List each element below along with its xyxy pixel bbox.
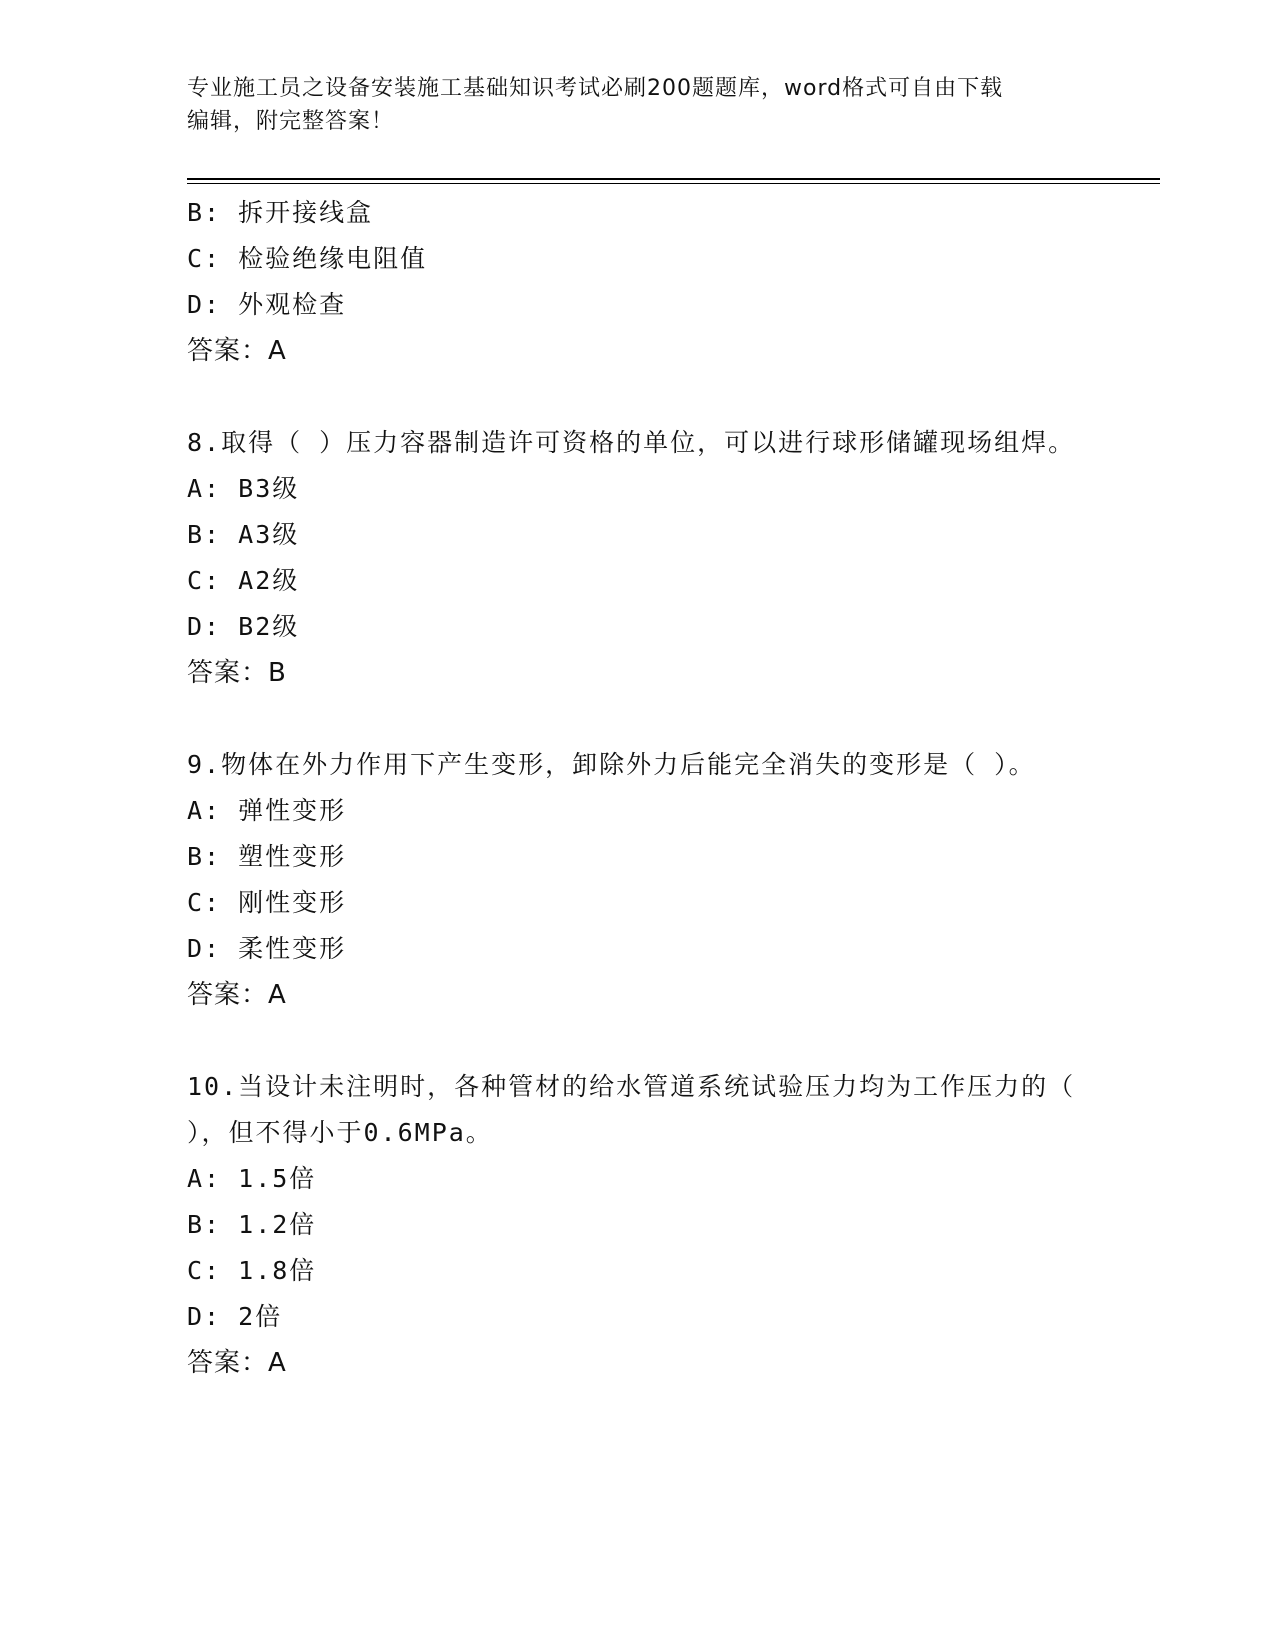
header-title-line-2: 编辑，附完整答案！ — [187, 109, 395, 134]
question-block-7-partial — [187, 190, 1087, 374]
option-c: C: 刚性变形 — [187, 888, 347, 917]
option-d: D: B2级 — [187, 612, 300, 641]
header-divider-thin — [187, 183, 1160, 184]
option-b: B: A3级 — [187, 520, 300, 549]
option-b: B: 拆开接线盒 — [187, 198, 374, 227]
header-divider-thick — [187, 178, 1160, 180]
option-a: A: 1.5倍 — [187, 1164, 317, 1193]
question-block-8 — [187, 420, 1087, 696]
answer-line: 答案：A — [187, 336, 287, 366]
option-c: C: A2级 — [187, 566, 300, 595]
question-text: 8.取得（ ）压力容器制造许可资格的单位，可以进行球形储罐现场组焊。 — [187, 428, 1076, 457]
question-block-10 — [187, 1064, 1087, 1386]
option-d: D: 2倍 — [187, 1302, 283, 1331]
question-text: 9.物体在外力作用下产生变形，卸除外力后能完全消失的变形是（ ）。 — [187, 750, 1036, 779]
header-title-line-1: 专业施工员之设备安装施工基础知识考试必刷200题题库，word格式可自由下载 — [187, 76, 1004, 101]
option-b: B: 1.2倍 — [187, 1210, 317, 1239]
question-block-9 — [187, 742, 1087, 1018]
option-c: C: 1.8倍 — [187, 1256, 317, 1285]
document-header — [187, 72, 1087, 138]
answer-line: 答案：A — [187, 1348, 287, 1378]
option-a: A: B3级 — [187, 474, 300, 503]
option-a: A: 弹性变形 — [187, 796, 347, 825]
option-b: B: 塑性变形 — [187, 842, 347, 871]
answer-line: 答案：A — [187, 980, 287, 1010]
option-d: D: 外观检查 — [187, 290, 347, 319]
option-c: C: 检验绝缘电阻值 — [187, 244, 428, 273]
answer-line: 答案：B — [187, 658, 287, 688]
question-list — [187, 190, 1087, 1386]
question-text: 10.当设计未注明时，各种管材的给水管道系统试验压力均为工作压力的（ ），但不得小于0.6MPa。 — [187, 1072, 1076, 1147]
option-d: D: 柔性变形 — [187, 934, 347, 963]
